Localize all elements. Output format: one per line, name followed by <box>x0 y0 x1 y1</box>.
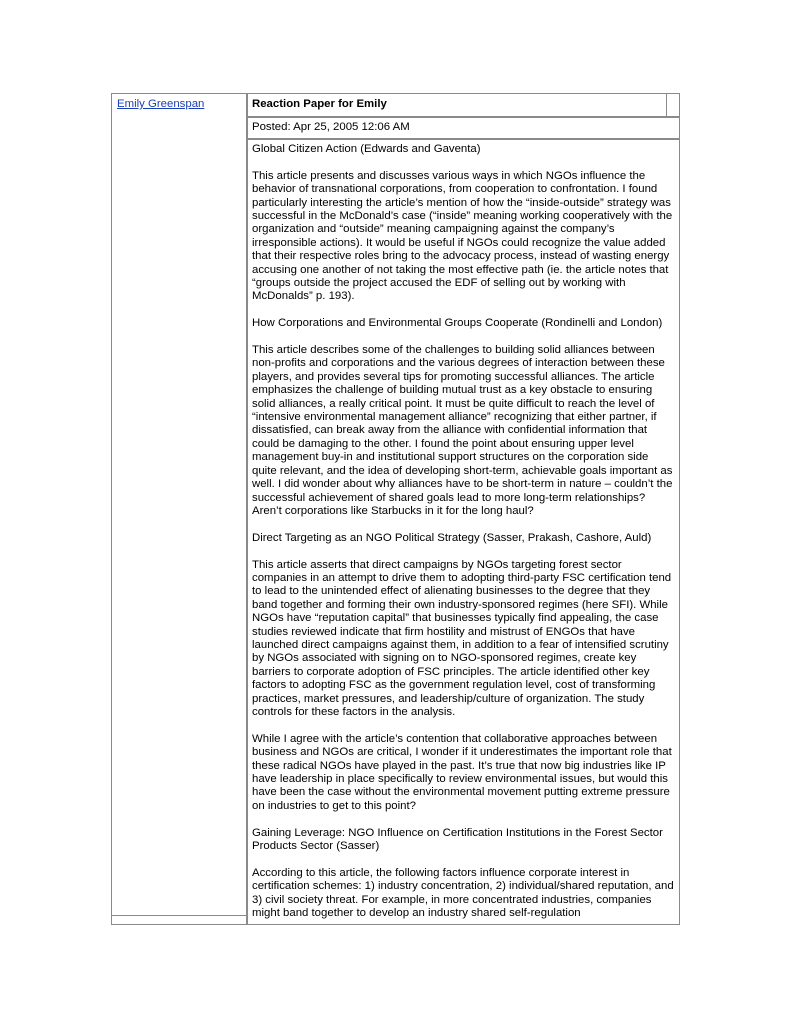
paragraph-radical-ngos: While I agree with the article’s contention that collaborative approaches between business and NGOs are critical, I wonder if it underestimates the important role that these radical NGOs have played in the past. It’s true that now big industries like IP have leadership in place specifically to review environmental issues, but would this have been the case without the environmental movement putting extreme pressure on industries to get to this point? <box>252 732 672 812</box>
title-corner-cell <box>666 93 680 117</box>
paragraph-gaining-leverage: According to this article, the following factors influence corporate interest in certification schemes: 1) industry concentration, 2) individual/shared reputation, and 3) civil society threat. For example, in more concentrated industries, companies might band together to develop an industry shared self-regulation <box>252 866 674 919</box>
author-column <box>111 93 247 925</box>
section-heading-direct-targeting: Direct Targeting as an NGO Political Strategy (Sasser, Prakash, Cashore, Auld) <box>252 531 652 544</box>
author-link[interactable]: Emily Greenspan <box>117 98 205 110</box>
section-heading-gaining-leverage: Gaining Leverage: NGO Influence on Certification Institutions in the Forest Sector Products Sector (Sasser) <box>252 826 663 853</box>
author-column-divider <box>111 915 247 925</box>
post-body <box>252 143 676 919</box>
paragraph-corporations-environmental-groups: This article describes some of the challenges to building solid alliances between non-profits and corporations and the various degrees of interaction between these players, and provides several tips for promoting successful alliances. The article emphasizes the challenge of building mutual trust as a key obstacle to ensuring solid alliances, a really critical point. It must be quite difficult to reach the level of “intensive environmental management alliance” recognizing that either partner, if dissatisfied, can break away from the alliance with confidential information that could be damaging to the other. I found the point about ensuring upper level management buy-in and institutional support structures on the corporation side quite relevant, and the idea of developing short-term, achievable goals important as well. I did wonder about why alliances have to be short-term in nature – couldn’t the successful achievement of shared goals lead to more long-term relationships? Aren’t corporations like Starbucks in it for the long haul? <box>252 344 673 517</box>
post-timestamp: Posted: Apr 25, 2005 12:06 AM <box>252 121 410 133</box>
section-heading-global-citizen-action: Global Citizen Action (Edwards and Gaventa) <box>252 143 481 155</box>
paragraph-direct-targeting: This article asserts that direct campaigns by NGOs targeting forest sector companies in an attempt to drive them to adopting third-party FSC certification tend to lead to the unintended effect of alienating businesses to the degree that they band together and forming their own industry-sponsored regimes (here SFI). While NGOs have “reputation capital” that businesses typically find appealing, the case studies reviewed indicate that firm hostility and mistrust of ENGOs that have launched direct campaigns against them, in addition to a fear of intensified scrutiny by NGOs associated with signing on to NGO-sponsored regimes, create key barriers to corporate adoption of FSC principles. The article identified other key factors to adopting FSC as the government regulation level, cost of transforming practices, market pressures, and leadership/culture of organization. The study controls for these factors in the analysis. <box>252 558 672 718</box>
post-title: Reaction Paper for Emily <box>252 98 387 110</box>
section-heading-corporations-environmental-groups: How Corporations and Environmental Groups Cooperate (Rondinelli and London) <box>252 317 663 330</box>
paragraph-global-citizen-action: This article presents and discusses various ways in which NGOs influence the behavior of transnational corporations, from cooperation to confrontation. I found particularly interesting the article’s mention of how the “inside-outside” strategy was successful in the McDonald’s case (“inside” meaning working cooperatively with the organization and “outside” meaning campaigning against the company’s irresponsible actions). It would be useful if NGOs could recognize the value added that their respective roles bring to the advocacy process, instead of wasting energy accusing one another of not taking the most effective path (ie. the article notes that “groups outside the project accused the EDF of selling out by working with McDonalds” p. 193). <box>252 169 673 303</box>
